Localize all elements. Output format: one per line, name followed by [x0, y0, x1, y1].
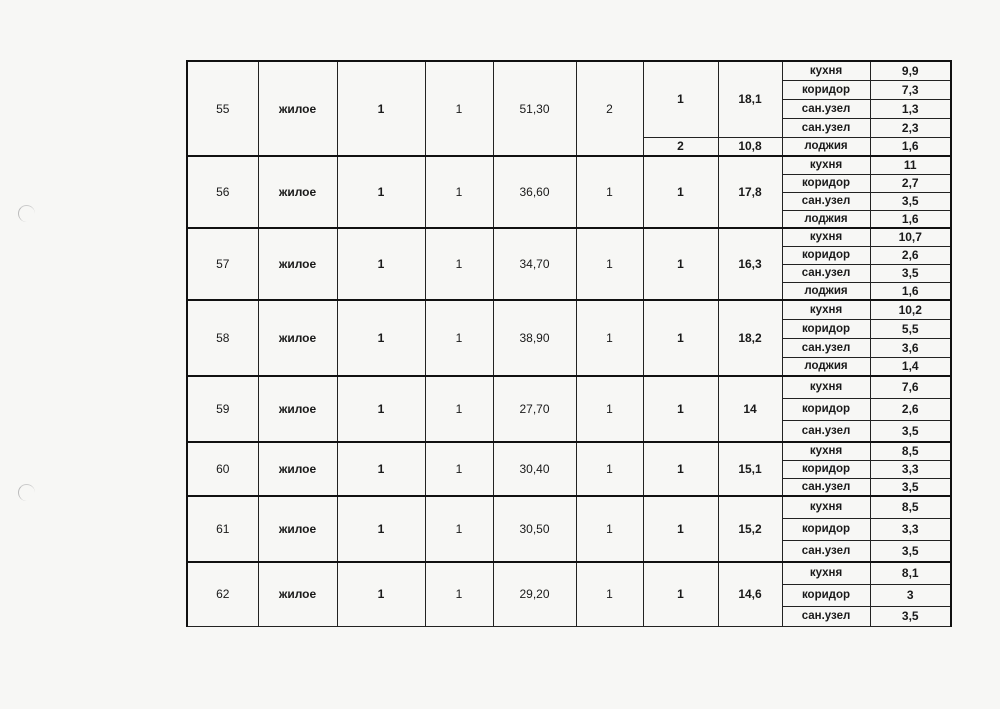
total-area: 38,90 — [493, 300, 576, 376]
aux-room-area: 2,7 — [870, 174, 951, 192]
aux-room-name: лоджия — [782, 210, 870, 228]
count-value: 1 — [425, 496, 493, 562]
living-room-index: 2 — [643, 137, 718, 156]
table-row — [187, 562, 951, 584]
aux-room-name: сан.узел — [782, 118, 870, 137]
total-area: 34,70 — [493, 228, 576, 300]
aux-room-name: коридор — [782, 319, 870, 338]
aux-room-area: 1,3 — [870, 99, 951, 118]
aux-room-name: кухня — [782, 376, 870, 398]
aux-room-name: коридор — [782, 174, 870, 192]
table-row — [187, 228, 951, 246]
count-value: 1 — [337, 376, 425, 442]
apartment-number: 57 — [187, 228, 258, 300]
aux-room-area: 8,5 — [870, 496, 951, 518]
apartment-number: 60 — [187, 442, 258, 496]
aux-room-area: 10,2 — [870, 300, 951, 319]
aux-room-name: кухня — [782, 562, 870, 584]
aux-room-name: лоджия — [782, 357, 870, 376]
living-room-index: 1 — [643, 442, 718, 496]
aux-room-name: кухня — [782, 156, 870, 174]
apartments-table — [186, 60, 952, 627]
aux-room-area: 2,6 — [870, 246, 951, 264]
count-value: 1 — [337, 61, 425, 156]
rooms-count: 1 — [576, 376, 643, 442]
rooms-count: 1 — [576, 156, 643, 228]
aux-room-area: 3,5 — [870, 540, 951, 562]
table-row — [187, 376, 951, 398]
living-room-index: 1 — [643, 300, 718, 376]
living-room-area: 15,2 — [718, 496, 782, 562]
aux-room-area: 3,5 — [870, 192, 951, 210]
aux-room-area: 3,3 — [870, 460, 951, 478]
aux-room-name: коридор — [782, 80, 870, 99]
rooms-count: 1 — [576, 228, 643, 300]
aux-room-name: кухня — [782, 300, 870, 319]
count-value: 1 — [425, 562, 493, 626]
aux-room-area: 1,4 — [870, 357, 951, 376]
total-area: 27,70 — [493, 376, 576, 442]
premises-type: жилое — [258, 61, 337, 156]
apartment-number: 61 — [187, 496, 258, 562]
aux-room-name: кухня — [782, 442, 870, 460]
count-value: 1 — [337, 442, 425, 496]
aux-room-area: 7,6 — [870, 376, 951, 398]
living-room-index: 1 — [643, 228, 718, 300]
aux-room-name: сан.узел — [782, 420, 870, 442]
aux-room-area: 3,5 — [870, 478, 951, 496]
premises-type: жилое — [258, 376, 337, 442]
rooms-count: 1 — [576, 442, 643, 496]
living-room-area: 18,2 — [718, 300, 782, 376]
aux-room-name: коридор — [782, 246, 870, 264]
living-room-area: 15,1 — [718, 442, 782, 496]
aux-room-name: коридор — [782, 518, 870, 540]
apartment-number: 55 — [187, 61, 258, 156]
living-room-index: 1 — [643, 156, 718, 228]
total-area: 30,40 — [493, 442, 576, 496]
punch-hole-mark — [18, 484, 35, 501]
living-room-area: 14 — [718, 376, 782, 442]
aux-room-area: 10,7 — [870, 228, 951, 246]
aux-room-area: 3,5 — [870, 420, 951, 442]
aux-room-name: сан.узел — [782, 540, 870, 562]
count-value: 1 — [337, 496, 425, 562]
count-value: 1 — [425, 376, 493, 442]
aux-room-name: коридор — [782, 460, 870, 478]
apartment-number: 56 — [187, 156, 258, 228]
premises-type: жилое — [258, 496, 337, 562]
table-row — [187, 61, 951, 80]
living-room-area: 10,8 — [718, 137, 782, 156]
aux-room-name: сан.узел — [782, 264, 870, 282]
rooms-count: 2 — [576, 61, 643, 156]
count-value: 1 — [425, 156, 493, 228]
count-value: 1 — [337, 156, 425, 228]
aux-room-area: 11 — [870, 156, 951, 174]
count-value: 1 — [337, 228, 425, 300]
table-row — [187, 300, 951, 319]
rooms-count: 1 — [576, 496, 643, 562]
table-row — [187, 156, 951, 174]
table-row — [187, 442, 951, 460]
aux-room-name: сан.узел — [782, 606, 870, 626]
living-room-index: 1 — [643, 562, 718, 626]
rooms-count: 1 — [576, 562, 643, 626]
aux-room-area: 8,1 — [870, 562, 951, 584]
premises-type: жилое — [258, 442, 337, 496]
aux-room-name: кухня — [782, 61, 870, 80]
aux-room-area: 2,6 — [870, 398, 951, 420]
aux-room-area: 1,6 — [870, 282, 951, 300]
aux-room-name: сан.узел — [782, 99, 870, 118]
count-value: 1 — [425, 300, 493, 376]
aux-room-name: лоджия — [782, 137, 870, 156]
aux-room-area: 9,9 — [870, 61, 951, 80]
aux-room-area: 3 — [870, 584, 951, 606]
premises-type: жилое — [258, 562, 337, 626]
living-room-index: 1 — [643, 496, 718, 562]
count-value: 1 — [337, 300, 425, 376]
aux-room-name: кухня — [782, 228, 870, 246]
aux-room-area: 3,5 — [870, 606, 951, 626]
apartments-table-body — [187, 61, 951, 626]
living-room-index: 1 — [643, 376, 718, 442]
aux-room-area: 5,5 — [870, 319, 951, 338]
total-area: 36,60 — [493, 156, 576, 228]
count-value: 1 — [425, 228, 493, 300]
premises-type: жилое — [258, 300, 337, 376]
premises-type: жилое — [258, 228, 337, 300]
count-value: 1 — [337, 562, 425, 626]
aux-room-area: 8,5 — [870, 442, 951, 460]
living-room-area: 17,8 — [718, 156, 782, 228]
total-area: 29,20 — [493, 562, 576, 626]
living-room-area: 18,1 — [718, 61, 782, 137]
rooms-count: 1 — [576, 300, 643, 376]
aux-room-area: 1,6 — [870, 137, 951, 156]
aux-room-name: сан.узел — [782, 192, 870, 210]
aux-room-name: сан.узел — [782, 478, 870, 496]
aux-room-name: сан.узел — [782, 338, 870, 357]
aux-room-area: 3,3 — [870, 518, 951, 540]
apartment-number: 62 — [187, 562, 258, 626]
living-room-area: 16,3 — [718, 228, 782, 300]
aux-room-area: 1,6 — [870, 210, 951, 228]
aux-room-name: лоджия — [782, 282, 870, 300]
aux-room-area: 2,3 — [870, 118, 951, 137]
premises-type: жилое — [258, 156, 337, 228]
apartment-number: 59 — [187, 376, 258, 442]
apartment-number: 58 — [187, 300, 258, 376]
count-value: 1 — [425, 61, 493, 156]
count-value: 1 — [425, 442, 493, 496]
aux-room-area: 3,6 — [870, 338, 951, 357]
aux-room-name: коридор — [782, 398, 870, 420]
table-row — [187, 496, 951, 518]
total-area: 51,30 — [493, 61, 576, 156]
aux-room-area: 7,3 — [870, 80, 951, 99]
punch-hole-mark — [18, 205, 35, 222]
living-room-index: 1 — [643, 61, 718, 137]
living-room-area: 14,6 — [718, 562, 782, 626]
total-area: 30,50 — [493, 496, 576, 562]
aux-room-name: коридор — [782, 584, 870, 606]
aux-room-name: кухня — [782, 496, 870, 518]
aux-room-area: 3,5 — [870, 264, 951, 282]
